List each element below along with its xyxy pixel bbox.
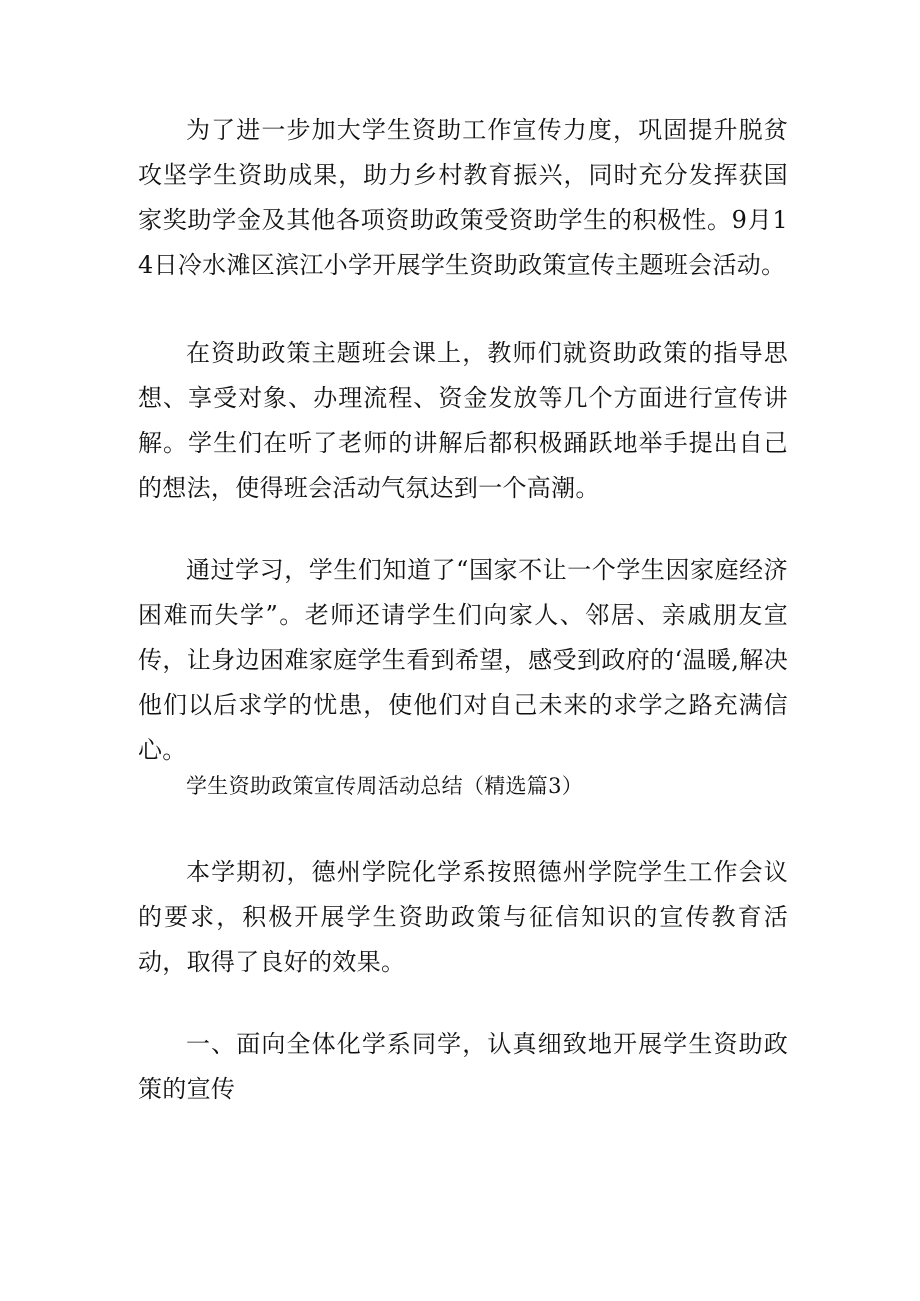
- paragraph-semester-start: 本学期初，德州学院化学系按照德州学院学生工作会议的要求，积极开展学生资助政策与征信知识的宣传教育活动，取得了良好的效果。: [138, 858, 788, 976]
- paragraph-subsection-one: 一、面向全体化学系同学，认真细致地开展学生资助政策的宣传: [138, 1030, 788, 1103]
- section-heading: 学生资助政策宣传周活动总结（精选篇3）: [186, 774, 584, 798]
- paragraph-funding-publicity-intro: 为了进一步加大学生资助工作宣传力度，巩固提升脱贫攻坚学生资助成果，助力乡村教育振兴，同时充分发挥获国家奖助学金及其他各项资助政策受资助学生的积极性。9月14日冷水滩区滨江小学开展学生资助政策宣传主题班会活动。: [138, 116, 788, 279]
- paragraph-learning-outcome: 通过学习，学生们知道了“国家不让一个学生因家庭经济困难而失学”。老师还请学生们向家人、邻居、亲戚朋友宣传，让身边困难家庭学生看到希望，感受到政府的‘温暖,解决他们以后求学的忧患，使他们对自己未来的求学之路充满信心。: [138, 556, 788, 764]
- paragraph-class-meeting: 在资助政策主题班会课上，教师们就资助政策的指导思想、享受对象、办理流程、资金发放等几个方面进行宣传讲解。学生们在听了老师的讲解后都积极踊跃地举手提出自己的想法，使得班会活动气氛达到一个高潮。: [138, 339, 788, 502]
